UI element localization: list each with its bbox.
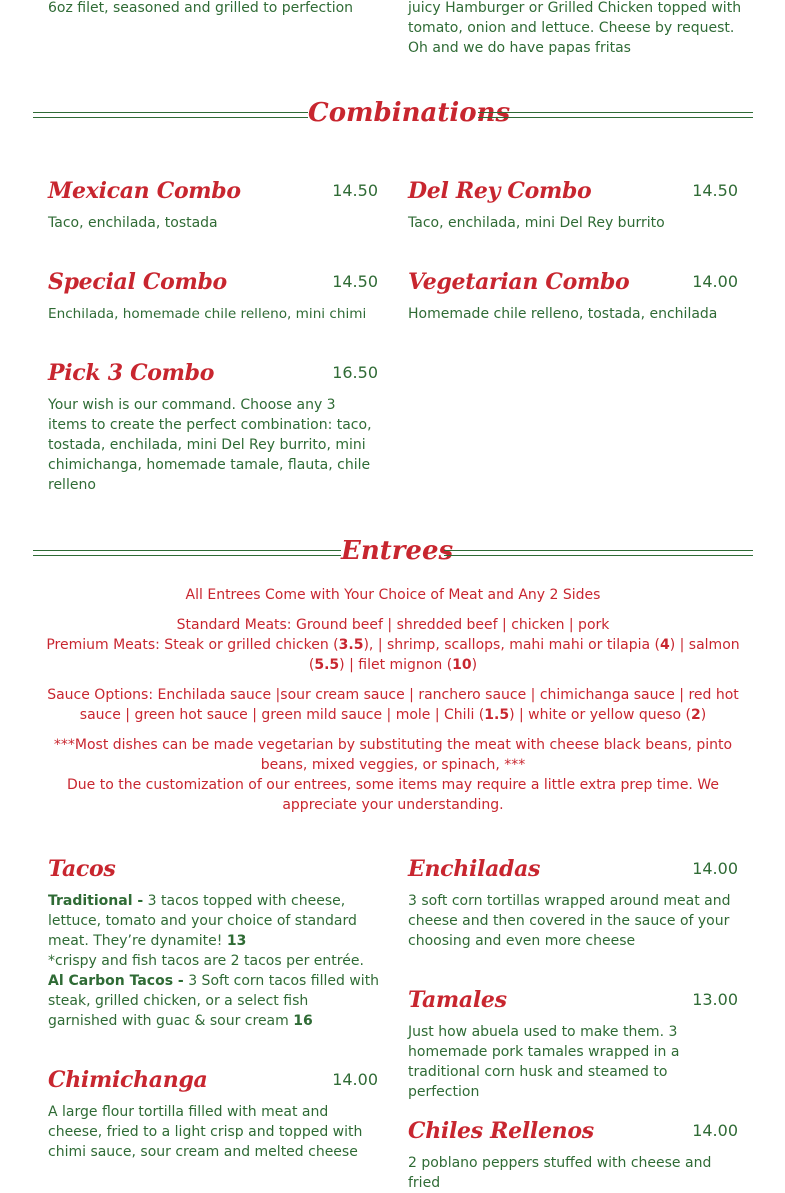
tacos-description — [48, 891, 380, 1031]
del-rey-combo-description: Taco, enchilada, mini Del Rey burrito — [408, 215, 665, 231]
meat-options — [33, 615, 753, 675]
tacos-crispy-note: *crispy and fish tacos are 2 tacos per entrée. — [48, 953, 364, 969]
combinations-rule-right — [478, 112, 753, 118]
sauce-text-1: Sauce Options: Enchilada sauce |sour cream sauce | ranchero sauce | chimichanga sauce | red hot sauce | green hot sauce | green mild sauce | mole | Chili ( — [47, 687, 739, 723]
tacos-traditional — [48, 891, 380, 951]
special-combo-title: Special Combo — [48, 269, 227, 295]
combinations-heading: Combinations — [308, 98, 511, 128]
sauce-text-2: ) | white or yellow queso ( — [509, 707, 691, 723]
premium-price-steak: 3.5 — [338, 637, 364, 653]
burger-desc-line-3: Oh and we do have papas fritas — [408, 40, 631, 56]
del-rey-combo-price: 14.50 — [692, 181, 738, 200]
sauce-price-queso: 2 — [690, 707, 701, 723]
enchiladas-title: Enchiladas — [408, 856, 541, 882]
chimichanga-title: Chimichanga — [48, 1067, 208, 1093]
premium-meats-text-1: Premium Meats: Steak or grilled chicken ( — [46, 637, 339, 653]
chimichanga-price: 14.00 — [332, 1070, 378, 1089]
pick-3-combo-price: 16.50 — [332, 363, 378, 382]
premium-meats-text-2: ), | shrimp, scallops, mahi mahi or tilapia ( — [363, 637, 660, 653]
tacos-traditional-label: Traditional - — [48, 893, 144, 909]
premium-meats — [33, 635, 753, 675]
tamales-description: Just how abuela used to make them. 3 homemade pork tamales wrapped in a traditional corn husk and steamed to perfection — [408, 1024, 680, 1100]
sauce-options — [33, 685, 753, 725]
pick-3-combo-description: Your wish is our command. Choose any 3 items to create the perfect combination: taco, tostada, enchilada, mini Del Rey burrito, mini chimichanga, homemade tamale, flauta, chile relleno — [48, 397, 372, 493]
premium-price-seafood: 4 — [659, 637, 670, 653]
special-combo-description: Enchilada, homemade chile relleno, mini chimi — [48, 306, 367, 322]
tacos-al-carbon — [48, 971, 380, 1031]
chimichanga-description: A large flour tortilla filled with meat and cheese, fried to a light crisp and topped with chimi sauce, sour cream and melted cheese — [48, 1104, 363, 1160]
entrees-intro: All Entrees Come with Your Choice of Meat and Any 2 Sides — [185, 587, 601, 603]
enchiladas-description: 3 soft corn tortillas wrapped around meat and cheese and then covered in the sauce of your choosing and even more cheese — [408, 893, 731, 949]
burger-desc-line-1: juicy Hamburger or Grilled Chicken topped with — [408, 0, 742, 16]
combinations-rule-left — [33, 112, 308, 118]
sauce-price-chili: 1.5 — [484, 707, 510, 723]
vegetarian-combo-title: Vegetarian Combo — [408, 269, 630, 295]
del-rey-combo-title: Del Rey Combo — [408, 178, 592, 204]
vegetarian-note: ***Most dishes can be made vegetarian by substituting the meat with cheese black beans, pinto beans, mixed veggies, or spinach, *** — [53, 737, 733, 773]
mexican-combo-title: Mexican Combo — [48, 178, 241, 204]
prep-time-note: Due to the customization of our entrees, some items may require a little extra prep time. We appreciate your understanding. — [67, 777, 719, 813]
chiles-rellenos-description: 2 poblano peppers stuffed with cheese and fried — [408, 1155, 712, 1191]
burger-desc-line-2: tomato, onion and lettuce. Cheese by request. — [408, 20, 735, 36]
mexican-combo-price: 14.50 — [332, 181, 378, 200]
steak-description: 6oz filet, seasoned and grilled to perfection — [48, 0, 354, 16]
standard-meats: Standard Meats: Ground beef | shredded beef | chicken | pork — [176, 617, 610, 633]
enchiladas-price: 14.00 — [692, 859, 738, 878]
tacos-traditional-price: 13 — [226, 933, 247, 949]
premium-meats-text-4: ) | filet mignon ( — [339, 657, 453, 673]
tacos-al-carbon-label: Al Carbon Tacos - — [48, 973, 184, 989]
chiles-rellenos-title: Chiles Rellenos — [408, 1118, 594, 1144]
vegetarian-combo-price: 14.00 — [692, 272, 738, 291]
sauce-text-3: ) — [700, 707, 707, 723]
entrees-rule-right — [444, 550, 753, 556]
premium-price-filet: 10 — [452, 657, 472, 673]
premium-price-salmon: 5.5 — [314, 657, 340, 673]
tamales-price: 13.00 — [692, 990, 738, 1009]
tacos-title: Tacos — [48, 856, 116, 882]
mexican-combo-description: Taco, enchilada, tostada — [48, 215, 218, 231]
premium-meats-text-5: ) — [471, 657, 478, 673]
entrees-heading: Entrees — [341, 536, 454, 566]
burger-description — [408, 0, 748, 58]
chiles-rellenos-price: 14.00 — [692, 1121, 738, 1140]
entrees-rule-left — [33, 550, 341, 556]
tacos-al-carbon-price: 16 — [293, 1013, 313, 1029]
tamales-title: Tamales — [408, 987, 507, 1013]
premium-meats-text-3: ) | salmon ( — [308, 637, 740, 673]
tacos-al-carbon-text: 3 Soft corn tacos filled with steak, grilled chicken, or a select fish garnished with guac & sour cream — [48, 973, 380, 1029]
tacos-traditional-text: 3 tacos topped with cheese, lettuce, tomato and your choice of standard meat. They’re dynamite! — [48, 893, 357, 949]
special-combo-price: 14.50 — [332, 272, 378, 291]
vegetarian-combo-description: Homemade chile relleno, tostada, enchilada — [408, 306, 718, 322]
pick-3-combo-title: Pick 3 Combo — [48, 360, 215, 386]
